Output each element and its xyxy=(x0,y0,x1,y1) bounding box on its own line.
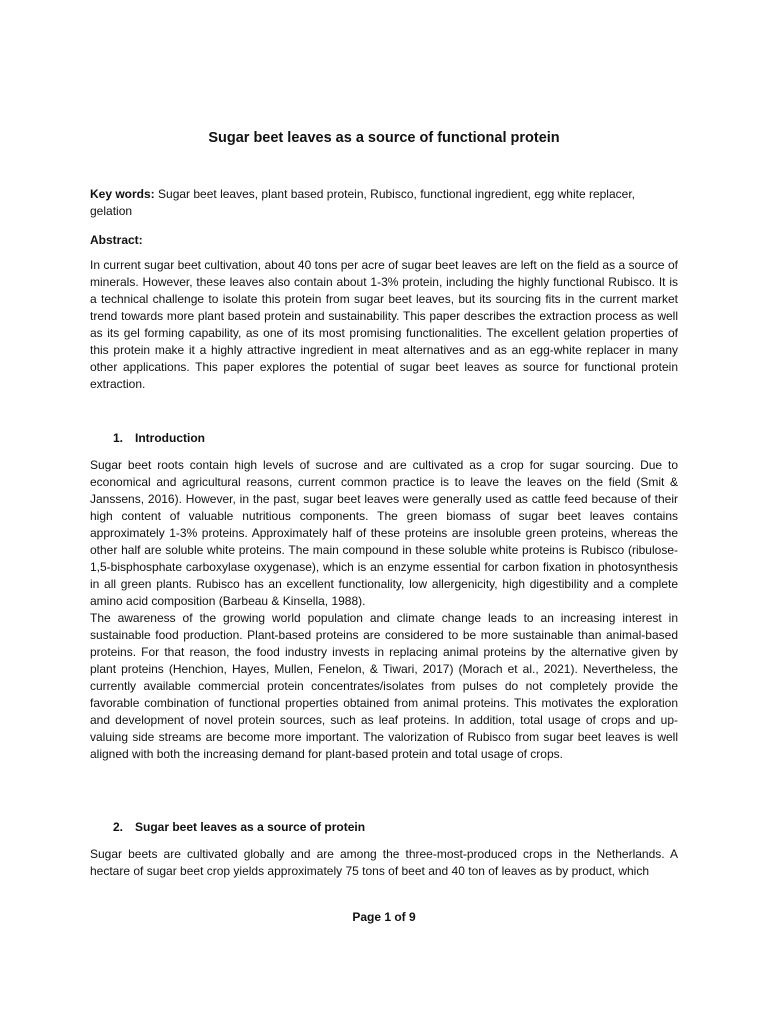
abstract-text: In current sugar beet cultivation, about 40 tons per acre of sugar beet leaves are left on the field as a source of minerals. However, these leaves also contain about 1-3% protein, including the highly functional Rubisco. It is a technical challenge to isolate this protein from sugar beet leaves, but its sourcing fits in the current market trend towards more plant based protein and sustainability. This paper describes the extraction process as well as its gel forming capability, as one of its most promising functionalities. The excellent gelation properties of this protein make it a highly attractive ingredient in meat alternatives and as an egg-white replacer in many other applications. This paper explores the potential of sugar beet leaves as source for functional protein extraction. xyxy=(90,258,678,391)
section-number: 2. xyxy=(113,820,124,834)
abstract-heading: Abstract: xyxy=(90,233,143,247)
section-title: Sugar beet leaves as a source of protein xyxy=(135,820,366,834)
page-footer: Page 1 of 9 xyxy=(352,910,416,924)
paragraph: Sugar beet roots contain high levels of sucrose and are cultivated as a crop for sugar sourcing. Due to economical and agricultural reasons, current common practice is to leave the leaves on the field (Smit & Janssens, 2016). However, in the past, sugar beet leaves were generally used as cattle feed because of their high content of valuable nutritious components. The green biomass of sugar beet leaves contains approximately 1-3% proteins. Approximately half of these proteins are insoluble green proteins, whereas the other half are soluble white proteins. The main compound in these soluble white proteins is Rubisco (ribulose-1,5-bisphosphate carboxylase oxygenase), which is an enzyme essential for carbon fixation in photosynthesis in all green plants. Rubisco has an excellent functionality, low allergenicity, high digestibility and a complete amino acid composition (Barbeau & Kinsella, 1988). xyxy=(90,458,678,608)
section-number: 1. xyxy=(113,431,124,445)
keywords-block xyxy=(90,186,678,220)
paragraph: Sugar beets are cultivated globally and are among the three-most-produced crops in the Netherlands. A hectare of sugar beet crop yields approximately 75 tons of beet and 40 ton of leaves as by product, which xyxy=(90,847,678,878)
section-title: Introduction xyxy=(135,431,205,445)
paragraph: The awareness of the growing world population and climate change leads to an increasing interest in sustainable food production. Plant-based proteins are considered to be more sustainable than animal-based proteins. For that reason, the food industry invests in replacing animal proteins by the alternative given by plant proteins (Henchion, Hayes, Mullen, Fenelon, & Tiwari, 2017) (Morach et al., 2021). Nevertheless, the currently available commercial protein concentrates/isolates from pulses do not completely provide the favorable combination of functional properties obtained from animal proteins. This motivates the exploration and development of novel protein sources, such as leaf proteins. In addition, total usage of crops and up-valuing side streams are become more important. The valorization of Rubisco from sugar beet leaves is well aligned with both the increasing demand for plant-based protein and total usage of crops. xyxy=(90,611,678,761)
introduction-body xyxy=(90,457,678,763)
document-title: Sugar beet leaves as a source of functional protein xyxy=(208,130,560,146)
keywords-text: Sugar beet leaves, plant based protein, Rubisco, functional ingredient, egg white replacer, gelation xyxy=(90,187,635,218)
keywords-label: Key words: xyxy=(90,187,155,201)
section-heading-introduction xyxy=(113,430,701,447)
section-heading-sugar-beet-leaves xyxy=(113,819,701,836)
